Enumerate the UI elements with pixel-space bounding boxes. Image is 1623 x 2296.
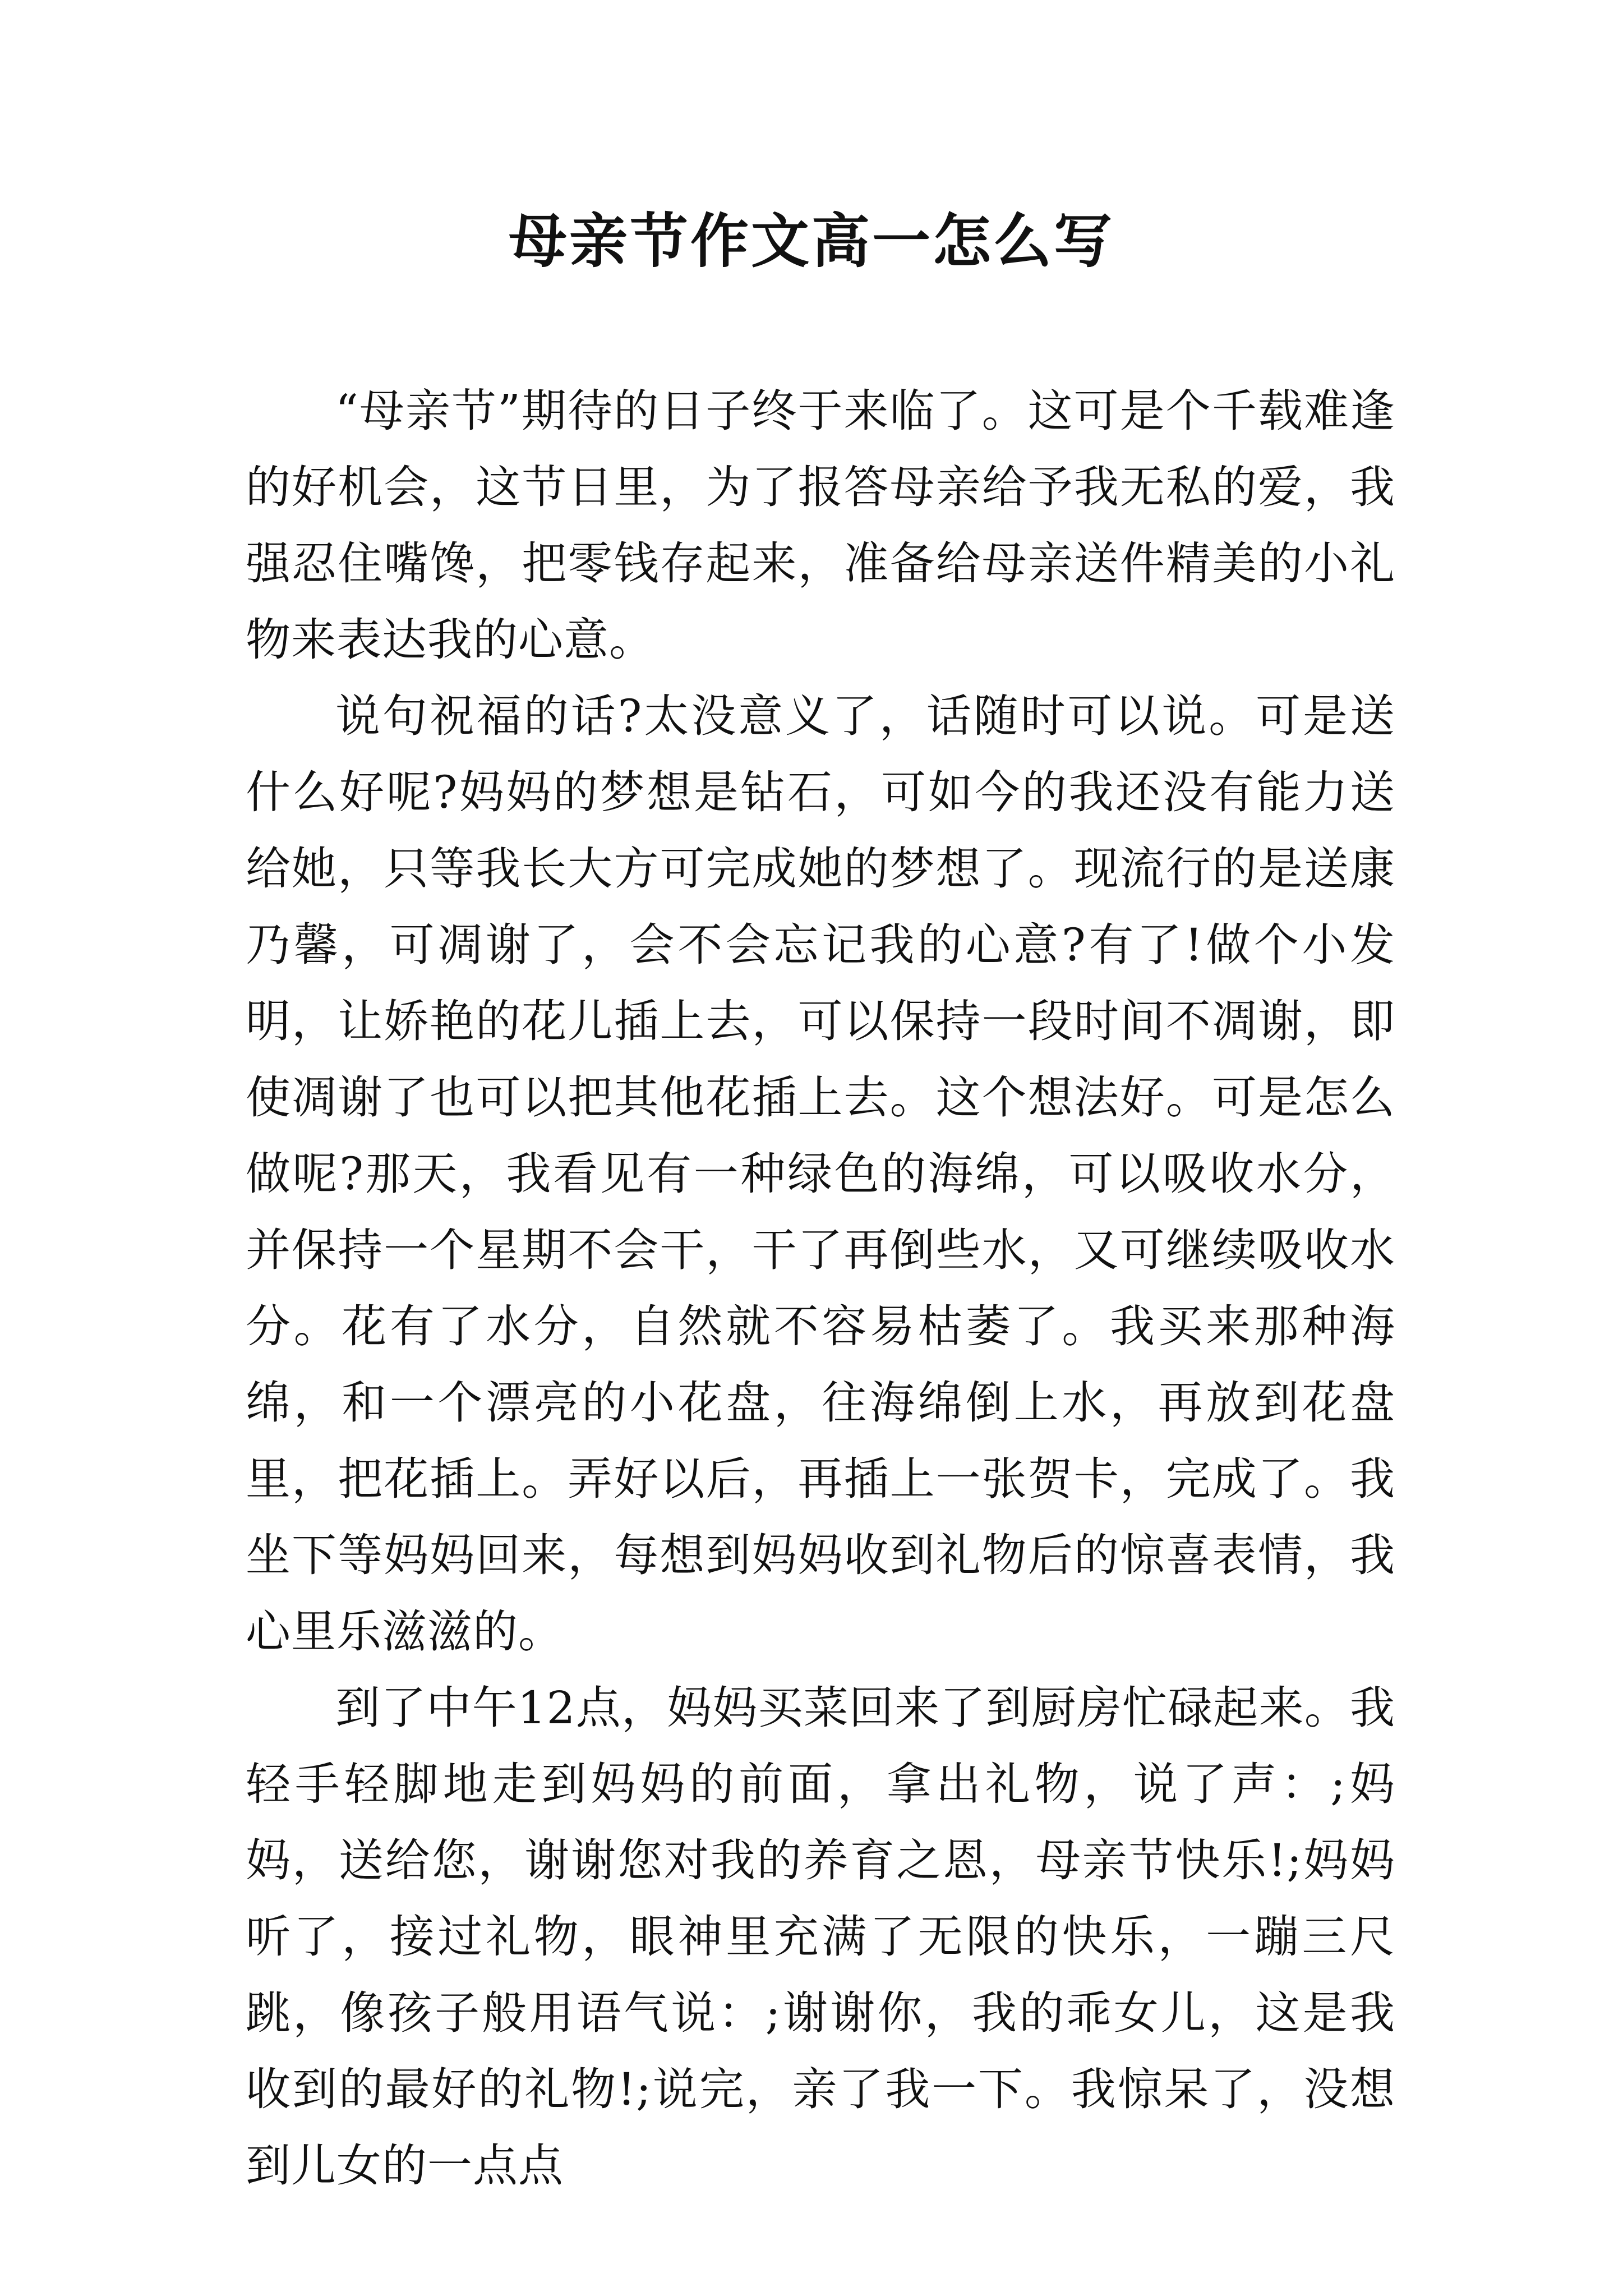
paragraph: 到了中午12点，妈妈买菜回来了到厨房忙碌起来。我轻手轻脚地走到妈妈的前面，拿出礼物，说了声：;妈妈，送给您，谢谢您对我的养育之恩，母亲节快乐!;妈妈听了，接过礼物，眼神里充满了无限的快乐，一蹦三尺跳，像孩子般用语气说：;谢谢你，我的乖女儿，这是我收到的最好的礼物!;说完，亲了我一下。我惊呆了，没想到儿女的一点点 bbox=[246, 1682, 1395, 2192]
document-body bbox=[246, 373, 1395, 2204]
document-title: 母亲节作文高一怎么写 bbox=[508, 206, 1114, 275]
paragraph: “母亲节”期待的日子终于来临了。这可是个千载难逢的好机会，这节日里，为了报答母亲给予我无私的爱，我强忍住嘴馋，把零钱存起来，准备给母亲送件精美的小礼物来表达我的心意。 bbox=[246, 385, 1395, 666]
paragraph: 说句祝福的话?太没意义了，话随时可以说。可是送什么好呢?妈妈的梦想是钻石，可如今的我还没有能力送给她，只等我长大方可完成她的梦想了。现流行的是送康乃馨，可凋谢了，会不会忘记我的心意?有了!做个小发明，让娇艳的花儿插上去，可以保持一段时间不凋谢，即使凋谢了也可以把其他花插上去。这个想法好。可是怎么做呢?那天，我看见有一种绿色的海绵，可以吸收水分，并保持一个星期不会干，干了再倒些水，又可继续吸收水分。花有了水分，自然就不容易枯萎了。我买来那种海绵，和一个漂亮的小花盘，往海绵倒上水，再放到花盘里，把花插上。弄好以后，再插上一张贺卡，完成了。我坐下等妈妈回来，每想到妈妈收到礼物后的惊喜表情，我心里乐滋滋的。 bbox=[246, 690, 1395, 1658]
